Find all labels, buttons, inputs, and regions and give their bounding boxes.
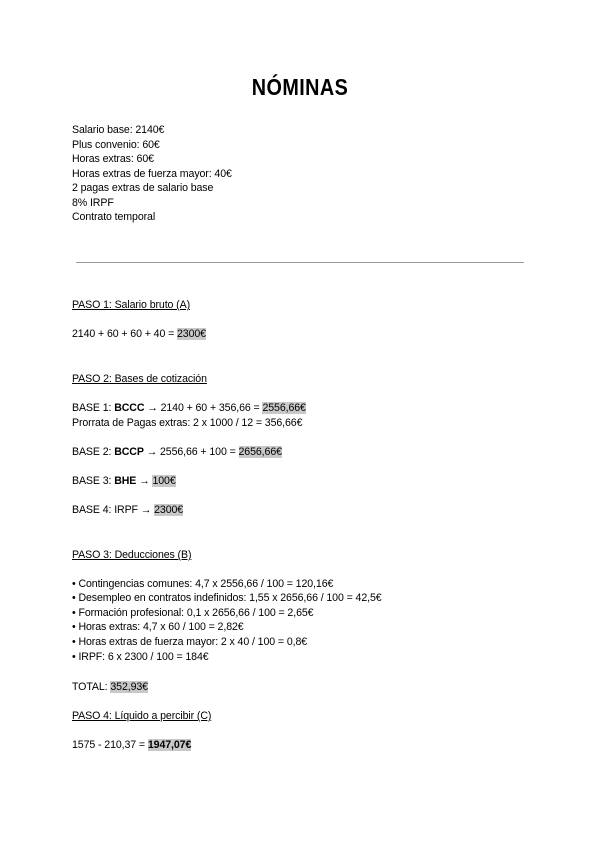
paso1-heading: PASO 1: Salario bruto (A) <box>72 299 191 311</box>
info-line: Horas extras de fuerza mayor: 40€ <box>72 168 232 180</box>
base2-line <box>72 445 282 459</box>
deduction-item: • Desempleo en contratos indefinidos: 1,55 x 2656,66 / 100 = 42,5€ <box>72 592 382 604</box>
paso4-heading: PASO 4: Líquido a percibir (C) <box>72 710 212 722</box>
base1-code: BCCC <box>114 402 145 414</box>
info-line: Salario base: 2140€ <box>72 124 165 136</box>
base1-line <box>72 401 306 415</box>
info-line: Contrato temporal <box>72 211 156 223</box>
total-line <box>72 680 148 694</box>
base4-code: IRPF <box>114 504 138 516</box>
prorrata-line: Prorrata de Pagas extras: 2 x 1000 / 12 = 356,66€ <box>72 417 303 429</box>
base4-formula: → <box>137 504 155 516</box>
base3-code: BHE <box>114 475 137 487</box>
paso1-formula-text: 2140 + 60 + 60 + 40 = <box>72 328 178 340</box>
base3-label: BASE 3: <box>72 475 115 487</box>
base2-label: BASE 2: <box>72 446 115 458</box>
base1-label: BASE 1: <box>72 402 115 414</box>
deduction-item: • Horas extras de fuerza mayor: 2 x 40 / 100 = 0,8€ <box>72 636 308 648</box>
base2-code: BCCP <box>114 446 144 458</box>
total-value: 352,93€ <box>110 681 148 693</box>
info-line: 8% IRPF <box>72 197 114 209</box>
deduction-item: • IRPF: 6 x 2300 / 100 = 184€ <box>72 651 209 663</box>
document-title: NÓMINAS <box>251 74 349 100</box>
info-line: Plus convenio: 60€ <box>72 139 160 151</box>
paso4-formula <box>72 738 191 752</box>
paso1-result: 2300€ <box>177 328 206 340</box>
deduction-item: • Contingencias comunes: 4,7 x 2556,66 / 100 = 120,16€ <box>72 578 334 590</box>
base4-line <box>72 503 183 517</box>
horizontal-divider <box>76 262 524 263</box>
base2-formula: → 2556,66 + 100 = <box>143 446 239 458</box>
deduction-item: • Horas extras: 4,7 x 60 / 100 = 2,82€ <box>72 621 244 633</box>
deduction-item: • Formación profesional: 0,1 x 2656,66 / 100 = 2,65€ <box>72 607 314 619</box>
base2-result: 2656,66€ <box>238 446 282 458</box>
base1-result: 2556,66€ <box>262 402 306 414</box>
base3-line <box>72 474 176 488</box>
paso4-formula-text: 1575 - 210,37 = <box>72 739 148 751</box>
paso4-result: 1947,07€ <box>147 739 192 751</box>
base4-label: BASE 4: <box>72 504 115 516</box>
base3-result: 100€ <box>152 475 176 487</box>
base4-result: 2300€ <box>154 504 184 516</box>
base1-formula: → 2140 + 60 + 356,66 = <box>144 402 263 414</box>
paso1-formula <box>72 327 206 341</box>
total-label: TOTAL: <box>72 681 111 693</box>
base3-formula: → <box>136 475 153 487</box>
info-line: 2 pagas extras de salario base <box>72 182 214 194</box>
info-line: Horas extras: 60€ <box>72 153 154 165</box>
paso3-heading: PASO 3: Deducciones (B) <box>72 549 192 561</box>
paso2-heading: PASO 2: Bases de cotización <box>72 373 207 385</box>
